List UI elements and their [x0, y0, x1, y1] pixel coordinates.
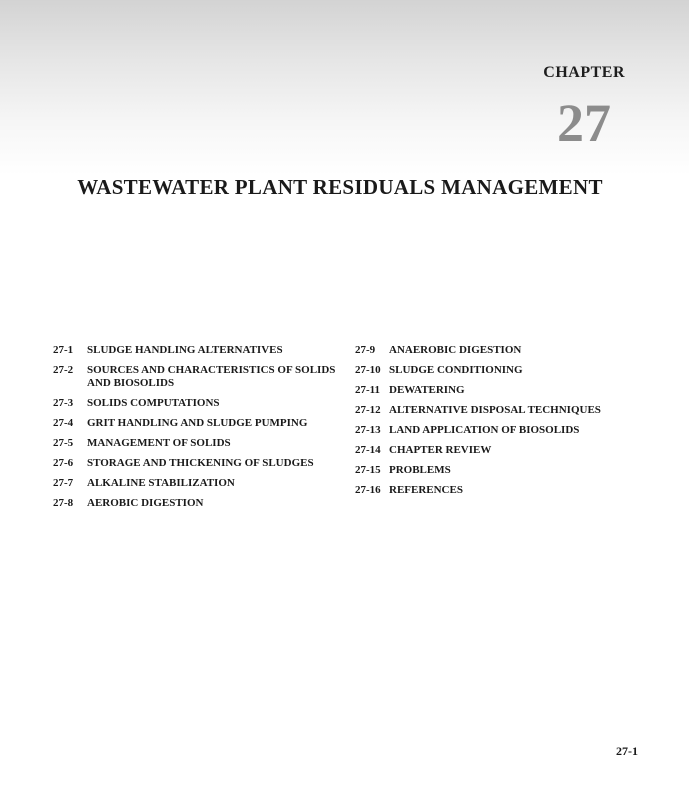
toc-entry	[355, 384, 655, 397]
toc-section-title: CHAPTER REVIEW	[389, 444, 492, 456]
toc-section-title: STORAGE AND THICKENING OF SLUDGES	[87, 457, 314, 469]
toc-section-number: 27-8	[53, 497, 74, 509]
toc-section-number: 27-1	[53, 344, 74, 356]
toc-entry	[355, 484, 655, 497]
toc-section-number: 27-3	[53, 397, 74, 409]
toc-entry	[355, 464, 655, 477]
toc-section-title: LAND APPLICATION OF BIOSOLIDS	[389, 424, 580, 436]
toc-section-number: 27-13	[355, 424, 381, 436]
toc-entry	[355, 424, 655, 437]
toc-entry	[53, 497, 343, 510]
toc-section-number: 27-2	[53, 364, 74, 376]
toc-section-title: ALTERNATIVE DISPOSAL TECHNIQUES	[389, 404, 601, 416]
toc-left-column	[53, 344, 343, 517]
toc-section-number: 27-4	[53, 417, 74, 429]
page-number: 27-1	[616, 744, 638, 758]
toc-section-number: 27-6	[53, 457, 74, 469]
toc-entry	[355, 364, 655, 377]
toc-section-title: PROBLEMS	[389, 464, 451, 476]
toc-section-number: 27-7	[53, 477, 74, 489]
toc-section-number: 27-10	[355, 364, 381, 376]
toc-section-title: ALKALINE STABILIZATION	[87, 477, 235, 489]
toc-section-title: SLUDGE HANDLING ALTERNATIVES	[87, 344, 283, 356]
toc-section-number: 27-16	[355, 484, 381, 496]
toc-section-title: ANAEROBIC DIGESTION	[389, 344, 522, 356]
toc-section-number: 27-15	[355, 464, 381, 476]
toc-entry	[53, 344, 343, 357]
toc-entry	[53, 364, 343, 390]
chapter-title: WASTEWATER PLANT RESIDUALS MANAGEMENT	[77, 175, 603, 199]
toc-entry	[355, 444, 655, 457]
toc-section-title: DEWATERING	[389, 384, 465, 396]
chapter-label: CHAPTER	[543, 64, 625, 81]
toc-section-title: SOURCES AND CHARACTERISTICS OF SOLIDS AND BIOSOLIDS	[87, 364, 336, 389]
toc-entry	[355, 344, 655, 357]
toc-entry	[53, 457, 343, 470]
toc-section-number: 27-12	[355, 404, 381, 416]
toc-section-title: MANAGEMENT OF SOLIDS	[87, 437, 231, 449]
toc-section-title: SOLIDS COMPUTATIONS	[87, 397, 220, 409]
toc-section-number: 27-5	[53, 437, 74, 449]
toc-section-title: GRIT HANDLING AND SLUDGE PUMPING	[87, 417, 308, 429]
toc-section-title: SLUDGE CONDITIONING	[389, 364, 523, 376]
toc-entry	[53, 417, 343, 430]
toc-section-number: 27-11	[355, 384, 381, 396]
toc-section-title: AEROBIC DIGESTION	[87, 497, 204, 509]
toc-section-number: 27-9	[355, 344, 376, 356]
toc-entry	[355, 404, 655, 417]
toc-entry	[53, 437, 343, 450]
toc-section-number: 27-14	[355, 444, 381, 456]
toc-section-title: REFERENCES	[389, 484, 463, 496]
toc-entry	[53, 397, 343, 410]
toc-entry	[53, 477, 343, 490]
toc-right-column	[355, 344, 655, 504]
chapter-number: 27	[557, 93, 611, 153]
